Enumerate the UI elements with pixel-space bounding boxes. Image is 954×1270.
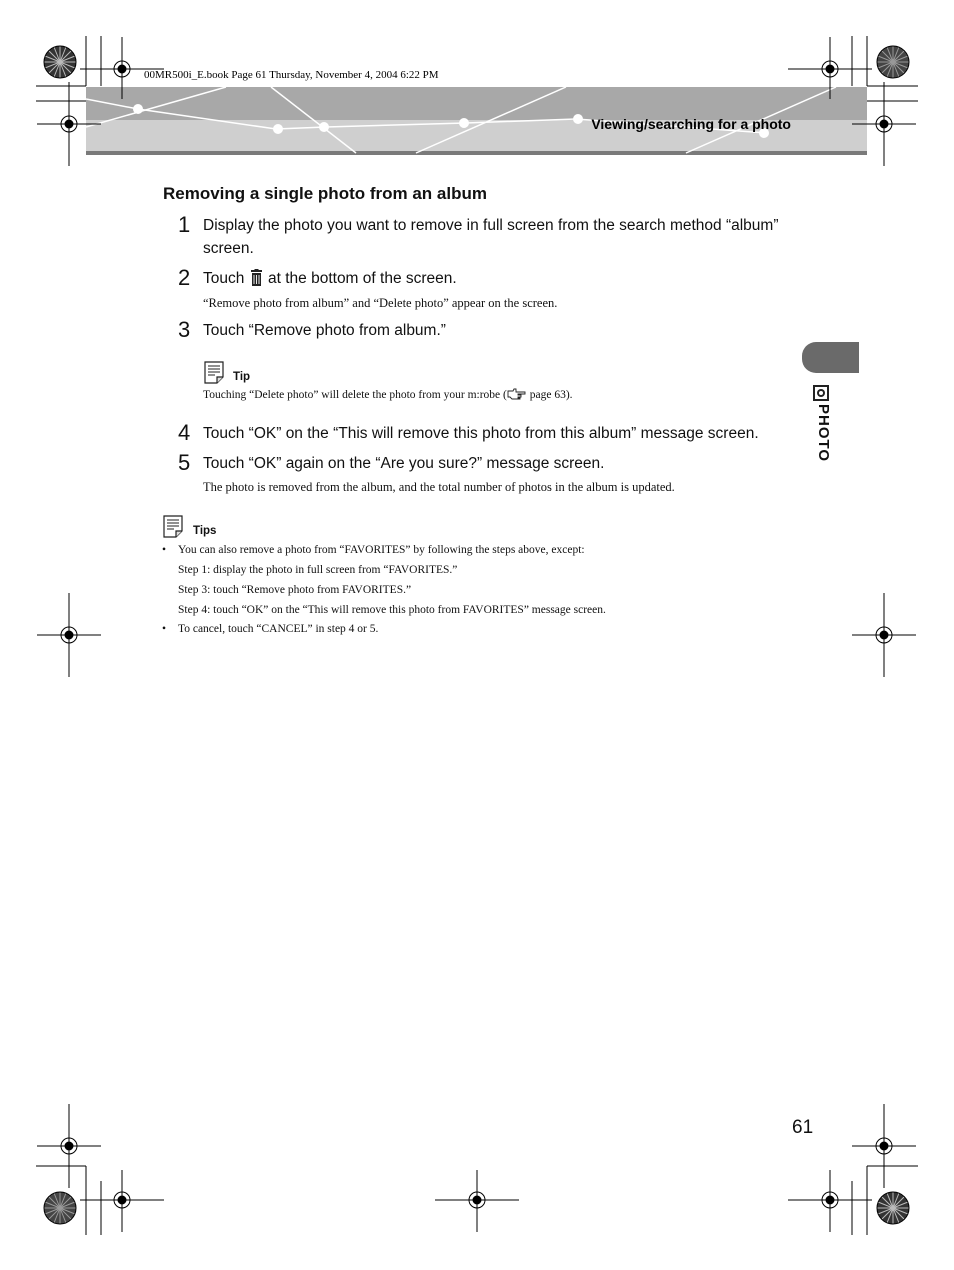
tips-sub-line-1: Step 1: display the photo in full screen from “FAVORITES.” bbox=[178, 564, 458, 576]
step-text-2-after: at the bottom of the screen. bbox=[268, 270, 457, 287]
step-text-5: Touch “OK” again on the “Are you sure?” message screen. bbox=[203, 455, 605, 472]
tips-label: Tips bbox=[193, 525, 217, 537]
step-text-2-before: Touch bbox=[203, 270, 245, 287]
step-text-4: Touch “OK” on the “This will remove this photo from this album” message screen. bbox=[203, 425, 759, 442]
print-slug: 00MR500i_E.book Page 61 Thursday, November 4, 2004 6:22 PM bbox=[144, 69, 439, 81]
step-number-5: 5 bbox=[178, 450, 191, 475]
step-text-3: Touch “Remove photo from album.” bbox=[203, 322, 446, 339]
side-tab-label: PHOTO bbox=[815, 404, 832, 463]
tips-bullet-1: You can also remove a photo from “FAVORITES” by following the steps above, except: bbox=[178, 544, 585, 556]
tips-sub-line-3: Step 4: touch “OK” on the “This will remove this photo from FAVORITES” message screen. bbox=[178, 604, 606, 616]
step-number-3: 3 bbox=[178, 317, 191, 342]
step-number-4: 4 bbox=[178, 420, 191, 445]
step-text-1-line-2: screen. bbox=[203, 240, 254, 257]
step-number-1: 1 bbox=[178, 212, 191, 237]
tip-text-after: page 63). bbox=[526, 389, 573, 401]
tips-bullet-1-marker: • bbox=[162, 544, 167, 556]
page-number: 61 bbox=[792, 1117, 814, 1138]
step-number-2: 2 bbox=[178, 265, 191, 290]
tips-bullet-2: To cancel, touch “CANCEL” in step 4 or 5. bbox=[178, 623, 379, 635]
step-text-1-line-1: Display the photo you want to remove in full screen from the search method “album” bbox=[203, 217, 779, 234]
page-heading: Removing a single photo from an album bbox=[163, 184, 487, 203]
section-title: Viewing/searching for a photo bbox=[591, 116, 791, 132]
tip-text-before: Touching “Delete photo” will delete the photo from your m:robe ( bbox=[203, 389, 507, 401]
step-note-2: “Remove photo from album” and “Delete photo” appear on the screen. bbox=[203, 296, 558, 310]
tips-sub-line-2: Step 3: touch “Remove photo from FAVORITES.” bbox=[178, 584, 412, 596]
step-note-5: The photo is removed from the album, and the total number of photos in the album is updated. bbox=[203, 480, 675, 494]
tip-label: Tip bbox=[233, 371, 251, 383]
tips-bullet-2-marker: • bbox=[162, 623, 167, 635]
